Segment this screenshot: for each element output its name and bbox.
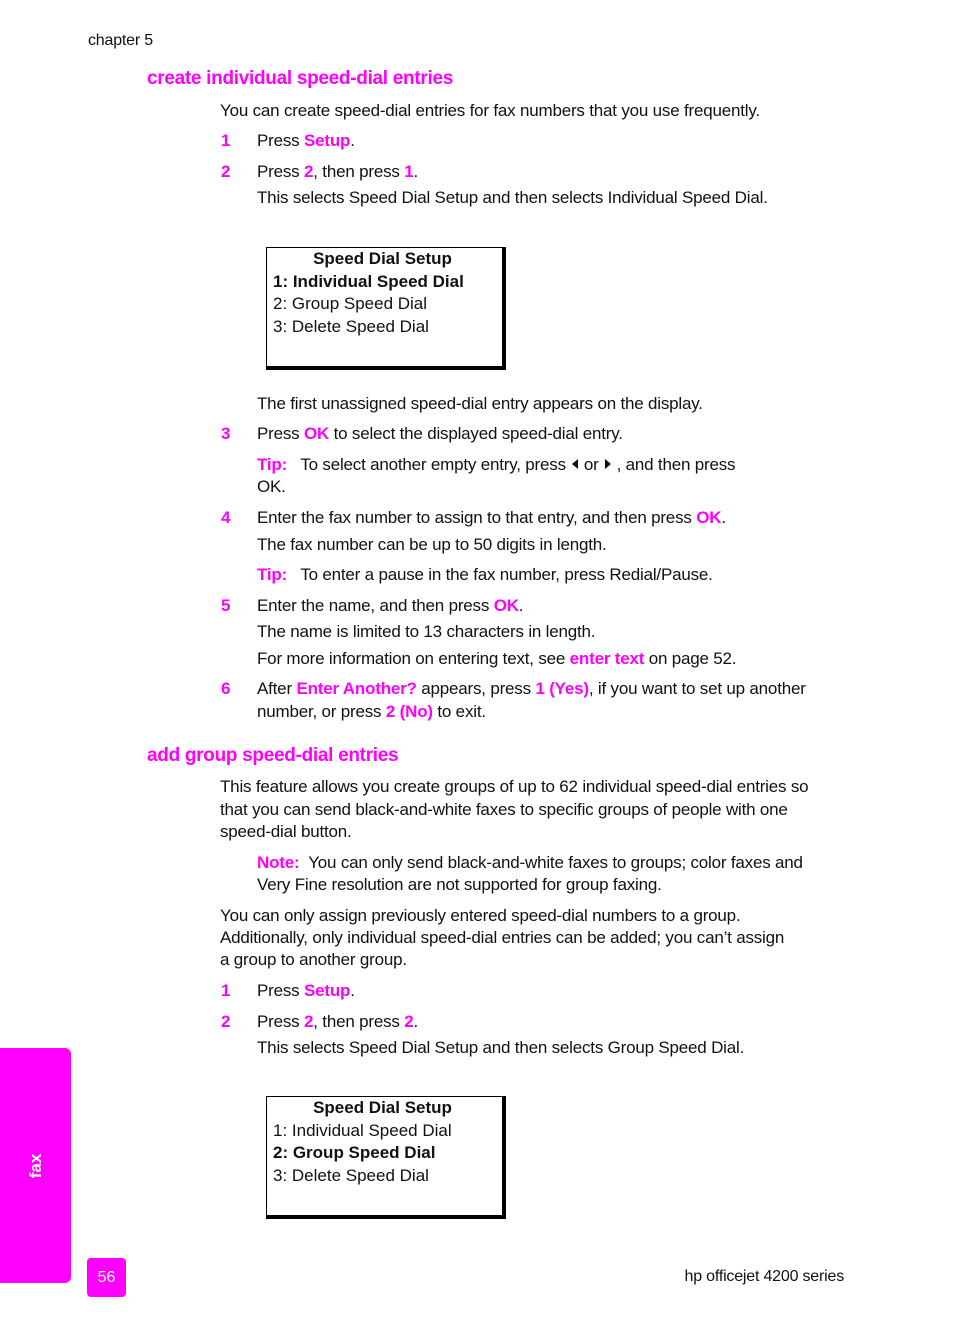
step-number: 4	[221, 508, 231, 527]
key: 2	[303, 1012, 314, 1031]
note	[257, 852, 803, 874]
display-option: 1: Individual Speed Dial	[273, 1120, 452, 1140]
tab-label: fax	[25, 1153, 45, 1178]
text: Press	[257, 424, 304, 443]
text: You can only send black-and-white faxes to groups; color faxes and	[308, 853, 803, 872]
text: To enter a pause in the fax number, press Redial/Pause.	[300, 565, 713, 584]
tip	[257, 454, 735, 476]
text: .	[350, 131, 355, 150]
text: You can only assign previously entered speed-dial numbers to a group.	[220, 906, 741, 925]
tip	[257, 564, 713, 586]
step-note: The fax number can be up to 50 digits in length.	[257, 535, 607, 554]
text: .	[518, 596, 524, 615]
text: The first unassigned speed-dial entry appears on the display.	[257, 394, 703, 413]
left-arrow-icon	[572, 459, 578, 469]
key-ok: OK	[303, 424, 330, 443]
text: .	[413, 162, 418, 181]
section-heading-group: add group speed-dial entries	[147, 745, 399, 766]
lcd-display-individual	[266, 247, 506, 370]
text: This feature allows you create groups of up to 62 individual speed-dial entries so	[220, 777, 809, 796]
text: a group to another group.	[220, 950, 407, 969]
text: , then press	[313, 1012, 405, 1031]
text: Enter the fax number to assign to that entry, and then press	[257, 508, 697, 527]
step-number: 6	[221, 679, 231, 698]
key: 1	[404, 162, 414, 181]
text: to exit.	[432, 702, 486, 721]
right-arrow-icon	[605, 459, 611, 469]
enter-text-link[interactable]: enter text	[569, 649, 645, 668]
step-text	[257, 1011, 418, 1033]
text: .	[721, 508, 726, 527]
text: Press	[257, 131, 304, 150]
text: , if you want to set up another	[588, 679, 806, 698]
text: .	[413, 1012, 418, 1031]
lcd-display-group	[266, 1096, 506, 1219]
step-text	[257, 507, 726, 529]
text: to select the displayed speed-dial entry.	[329, 424, 623, 443]
chapter-label: chapter 5	[88, 32, 153, 49]
key: 2	[303, 162, 314, 181]
prompt: Enter Another?	[296, 679, 417, 698]
text: For more information on entering text, see	[257, 649, 570, 668]
display-option: 2: Group Speed Dial	[273, 294, 428, 313]
display-option: 3: Delete Speed Dial	[273, 316, 429, 336]
step-text	[257, 130, 355, 152]
key-setup: Setup	[303, 131, 351, 150]
text: or	[583, 455, 599, 474]
key: 1 (Yes)	[535, 679, 589, 698]
step-number: 1	[221, 131, 231, 150]
step-number: 3	[221, 424, 231, 443]
display-option: 3: Delete Speed Dial	[273, 1165, 429, 1185]
display-title: Speed Dial Setup	[313, 249, 452, 268]
step-number: 5	[221, 596, 231, 615]
step-note: This selects Speed Dial Setup and then selects Group Speed Dial.	[257, 1038, 745, 1057]
text: To select another empty entry, press	[300, 455, 566, 474]
text: Press	[257, 162, 304, 181]
step-number: 2	[221, 1012, 231, 1031]
product-name: hp officejet 4200 series	[684, 1268, 844, 1285]
text: Enter the name, and then press	[257, 596, 494, 615]
step-number: 2	[221, 162, 231, 181]
text: Very Fine resolution are not supported for group faxing.	[257, 875, 662, 894]
step-number: 1	[221, 981, 231, 1000]
step-note	[257, 648, 736, 670]
text: that you can send black-and-white faxes to specific groups of people with one	[220, 800, 788, 819]
step-text	[257, 678, 806, 700]
text: OK.	[257, 477, 286, 496]
text: .	[350, 981, 355, 1000]
key-setup: Setup	[303, 981, 351, 1000]
step-text	[257, 161, 418, 183]
text: on page 52.	[644, 649, 737, 668]
display-title: Speed Dial Setup	[313, 1098, 452, 1117]
intro-text: You can create speed-dial entries for fax numbers that you use frequently.	[220, 101, 760, 120]
note-label: Note:	[257, 853, 300, 872]
text: , then press	[313, 162, 405, 181]
section-heading-individual: create individual speed-dial entries	[147, 68, 453, 89]
key-ok: OK	[493, 596, 519, 615]
tip-label: Tip:	[257, 565, 288, 584]
text: Press	[257, 1012, 304, 1031]
step-note: The name is limited to 13 characters in length.	[257, 622, 596, 641]
text: number, or press	[257, 702, 386, 721]
step-text	[257, 980, 355, 1002]
text: Additionally, only individual speed-dial entries can be added; you can’t assign	[220, 928, 785, 947]
step-note: This selects Speed Dial Setup and then selects Individual Speed Dial.	[257, 188, 768, 207]
key-ok: OK	[696, 508, 722, 527]
display-option: 1: Individual Speed Dial	[273, 271, 464, 291]
chapter-tab-fax	[0, 1048, 71, 1283]
key: 2	[404, 1012, 414, 1031]
step-text	[257, 701, 486, 723]
text: speed-dial button.	[220, 822, 352, 841]
display-option: 2: Group Speed Dial	[273, 1143, 436, 1162]
step-text	[257, 595, 523, 617]
step-text	[257, 423, 623, 445]
text: , and then press	[616, 455, 736, 474]
text: Press	[257, 981, 304, 1000]
text: After	[257, 679, 297, 698]
tip-label: Tip:	[257, 455, 288, 474]
key: 2 (No)	[385, 702, 433, 721]
page-number: 56	[87, 1258, 126, 1297]
text: appears, press	[416, 679, 536, 698]
